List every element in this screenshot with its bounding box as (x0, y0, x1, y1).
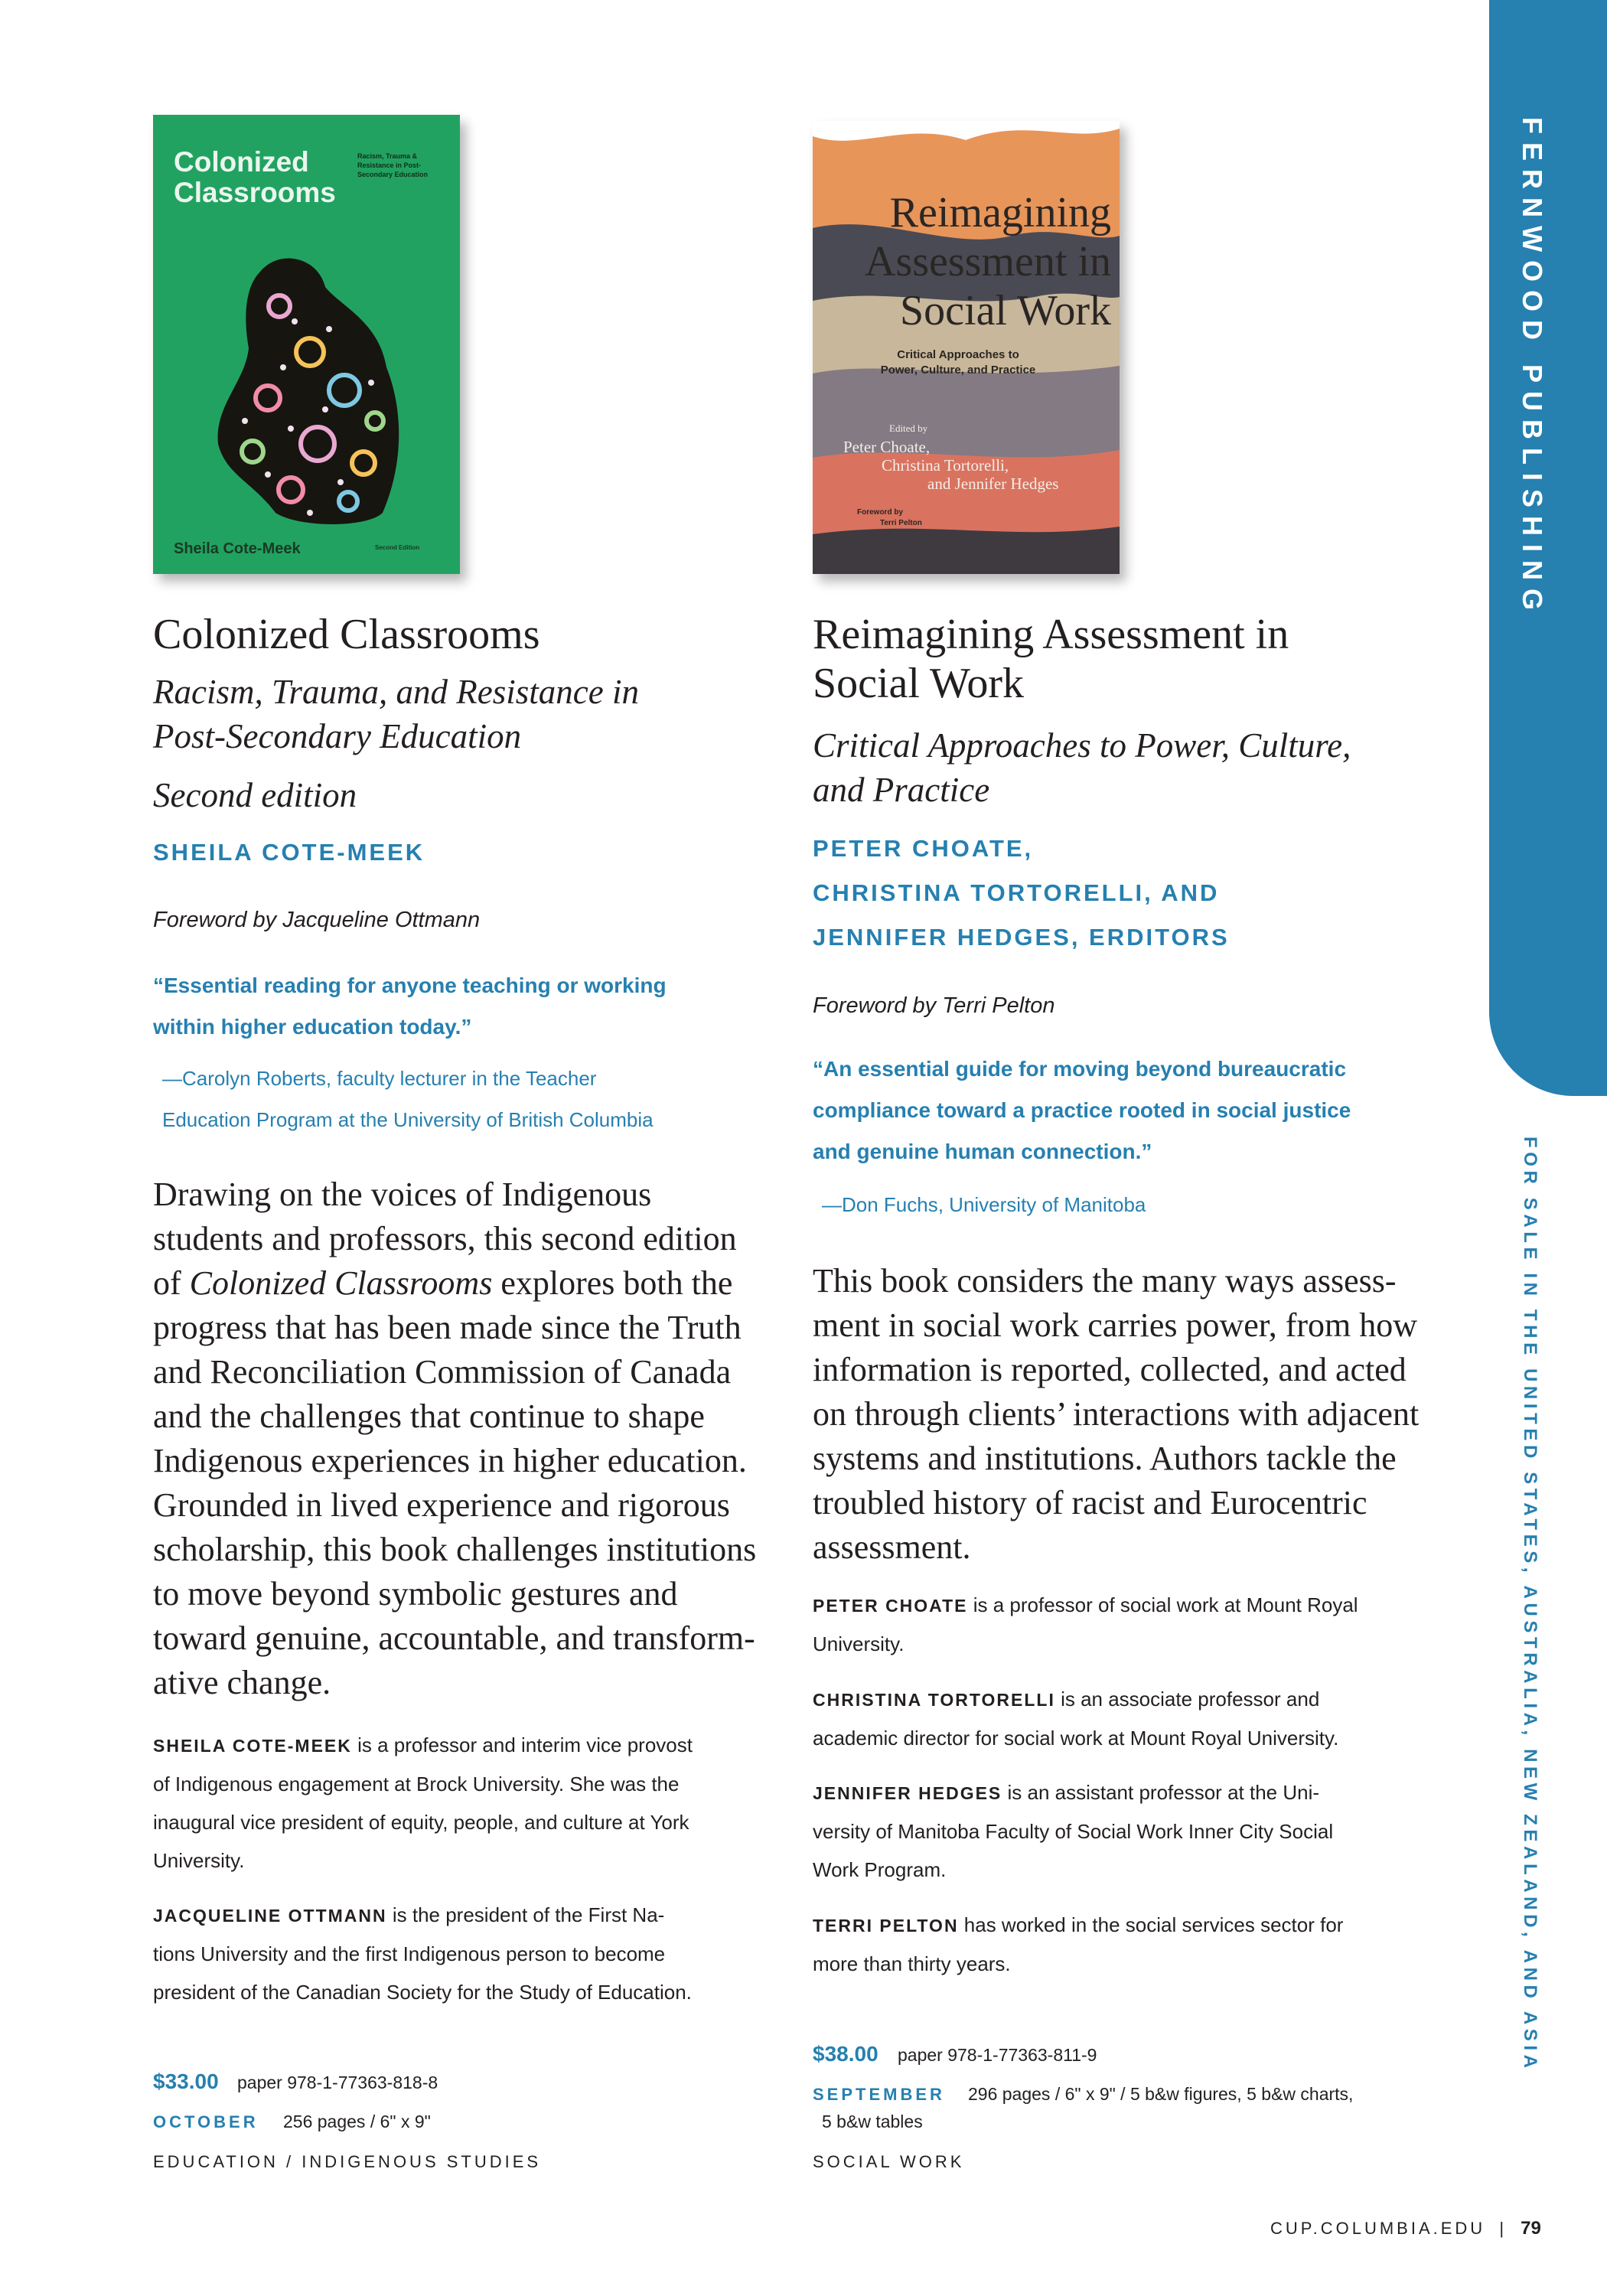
book-subtitle: Racism, Trauma, and Resistance in Post-Secondary Education (153, 673, 639, 755)
cover-author: Sheila Cote-Meek (174, 540, 301, 557)
cover-subtitle: Racism, Trauma & Resistance in Post-Secondary Education (357, 152, 429, 178)
book-specs-continued: 5 b&w tables (822, 2112, 923, 2131)
author-bio: SHEILA COTE-MEEK is a professor and interim vice provost of Indigenous engagement at Brock University. She was the inaugural vice president of equity, people, and culture at York University. (153, 1733, 693, 1872)
cover-subtitle: Critical Approaches to Power, Culture, and Practice (880, 348, 1036, 377)
footer-separator: | (1499, 2219, 1508, 2238)
cover-foreword: Foreword by Terri Pelton (857, 508, 922, 527)
book-cover-reimagining-assessment[interactable] (813, 121, 1120, 574)
book-editors: PETER CHOATE, CHRISTINA TORTORELLI, AND JENNIFER HEDGES, ERDITORS (813, 835, 1230, 951)
cover-title: Reimagining Assessment in Social Work (865, 189, 1111, 334)
foreword-author-bio: JACQUELINE OTTMANN is the president of the First Na- tions University and the first Indigenous person to become president of the Canadian Society for the Study of Education. (153, 1903, 692, 2004)
review-quote: “Essential reading for anyone teaching or working within higher education today.” (153, 974, 667, 1039)
bear-artwork-icon (153, 115, 460, 574)
cover-title: Colonized Classrooms (174, 146, 336, 208)
book-title: Colonized Classrooms (153, 611, 540, 658)
editor-bio-choate: PETER CHOATE is a professor of social work at Mount Royal University. (813, 1593, 1358, 1655)
book-cover-colonized-classrooms[interactable] (153, 115, 460, 574)
publication-month: OCTOBER (153, 2112, 259, 2131)
foreword-author-bio: TERRI PELTON has worked in the social services sector for more than thirty years. (813, 1913, 1344, 1975)
publication-month: SEPTEMBER (813, 2085, 945, 2104)
review-quote: “An essential guide for moving beyond bureaucratic compliance toward a practice rooted in social justice and genuine human connection.” (813, 1057, 1351, 1163)
subject-category: EDUCATION / INDIGENOUS STUDIES (153, 2152, 542, 2171)
book-foreword: Foreword by Terri Pelton (813, 993, 1055, 1018)
page-footer (1270, 2218, 1541, 2239)
book-format: paper 978-1-77363-811-9 (898, 2045, 1097, 2065)
cover-edition: Second Edition (375, 544, 420, 551)
page-number: 79 (1521, 2218, 1541, 2239)
quote-attribution: —Carolyn Roberts, faculty lecturer in the Teacher Education Program at the University of British Columbia (162, 1067, 654, 1131)
subject-category: SOCIAL WORK (813, 2152, 965, 2171)
book-price: $33.00 (153, 2069, 219, 2093)
editor-bio-hedges: JENNIFER HEDGES is an assistant professor at the Uni- versity of Manitoba Faculty of Social Work Inner City Social Work Program. (813, 1781, 1334, 1881)
site-url-link[interactable]: CUP.COLUMBIA.EDU (1270, 2219, 1486, 2238)
book-specs: 256 pages / 6" x 9" (283, 2112, 431, 2131)
book-description: This book considers the many ways assess- ment in social work carries power, from how information is reported, collected, and acted on through clients’ interactions with adjacent systems and institutions. Authors tackle the troubled history of racist and Eurocentric assessment. (813, 1262, 1420, 1566)
quote-attribution: —Don Fuchs, University of Manitoba (822, 1193, 1146, 1216)
publisher-tab (1489, 0, 1607, 1096)
book-foreword: Foreword by Jacqueline Ottmann (153, 908, 481, 932)
book-format: paper 978-1-77363-818-8 (237, 2073, 438, 2092)
book-price: $38.00 (813, 2042, 878, 2066)
cover-editors: Edited by Peter Choate, Christina Tortorelli, and Jennifer Hedges (843, 422, 1059, 493)
book-specs: 296 pages / 6" x 9" / 5 b&w figures, 5 b&w charts, (968, 2084, 1354, 2104)
book-subtitle: Critical Approaches to Power, Culture, and Practice (813, 726, 1351, 809)
publisher-name: FERNWOOD PUBLISHING (1517, 117, 1548, 618)
book-title: Reimagining Assessment in Social Work (813, 611, 1289, 707)
book-edition: Second edition (153, 776, 357, 814)
sale-region-note: FOR SALE IN THE UNITED STATES, AUSTRALIA, NEW ZEALAND, AND ASIA (1520, 1137, 1540, 2073)
book-description: Drawing on the voices of Indigenous students and professors, this second edition of Colonized Classrooms explores both the progress that has been made since the Truth and Reconciliation Commission of Canada and the challenges that continue to shape Indigenous experiences in higher education. Grounded in lived experience and rigorous scholarship, this book challenges institutions to move beyond symbolic gestures and toward genuine, accountable, and transform- ative change. (153, 1176, 757, 1701)
editor-bio-tortorelli: CHRISTINA TORTORELLI is an associate professor and academic director for social work at Mount Royal University. (813, 1688, 1339, 1750)
book-author: SHEILA COTE-MEEK (153, 839, 425, 866)
